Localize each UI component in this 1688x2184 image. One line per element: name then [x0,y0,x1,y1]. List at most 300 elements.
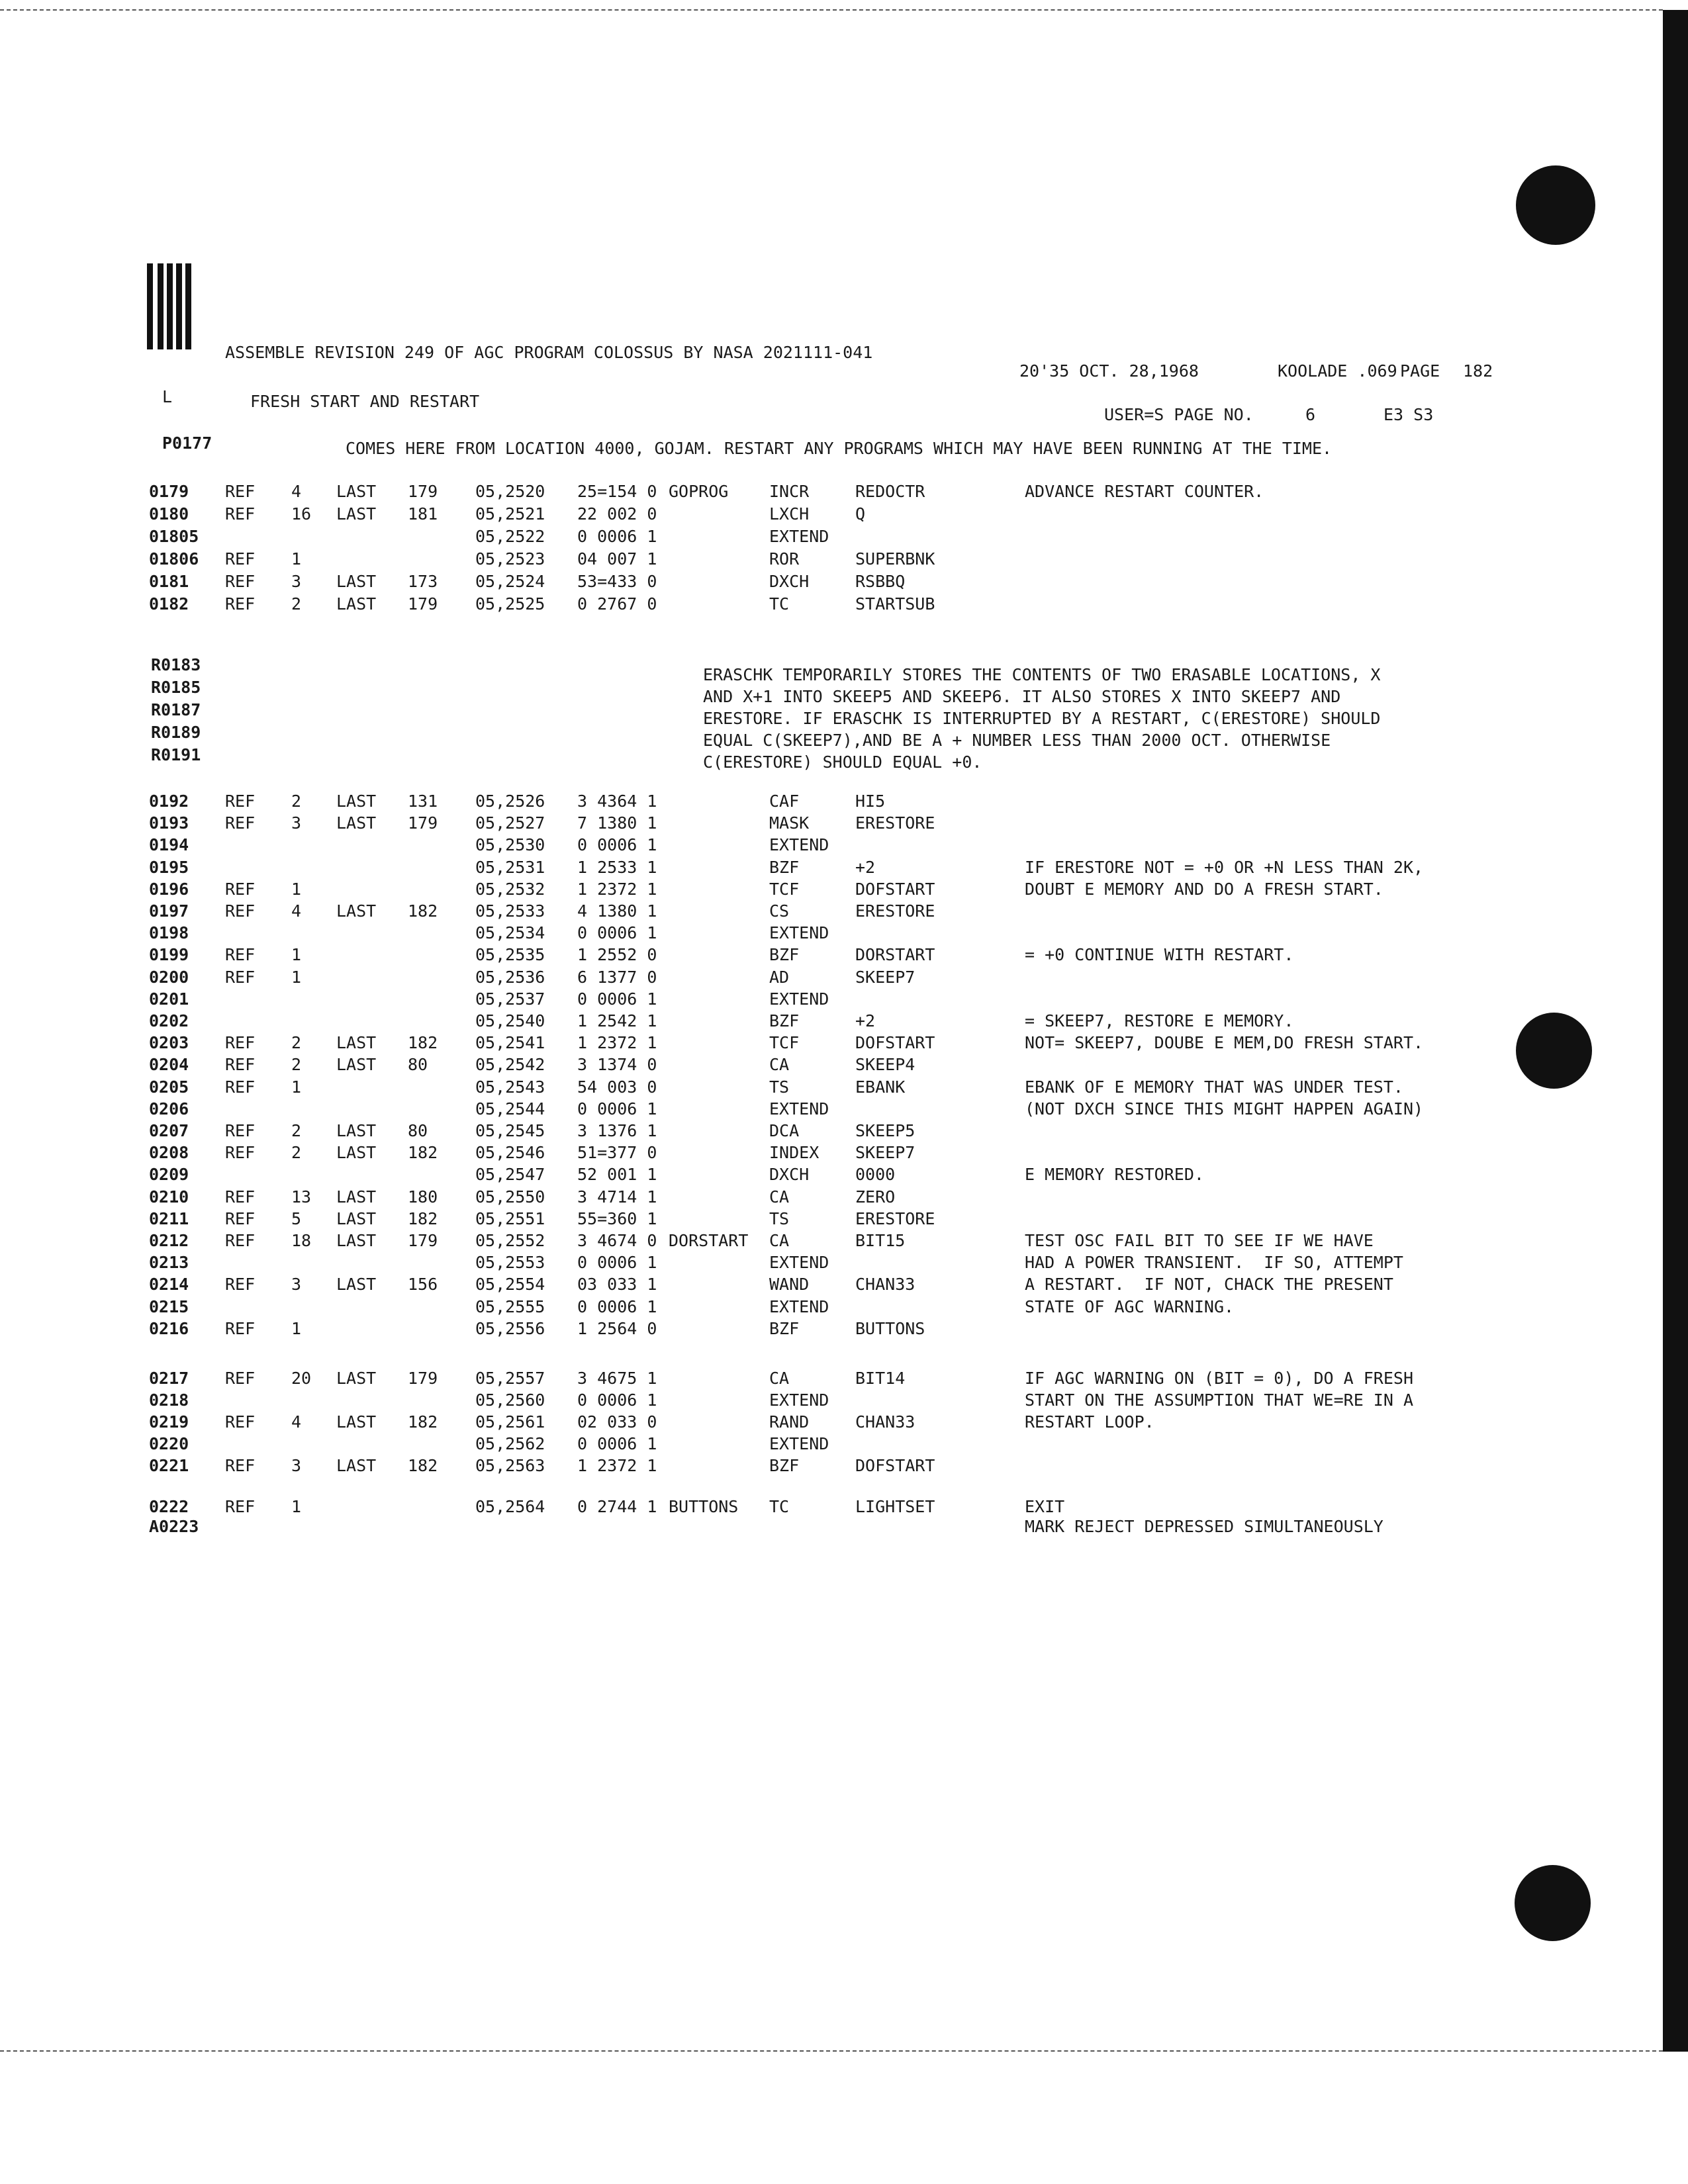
barcode-mark [147,263,200,349]
last-line: 182 [408,1456,438,1475]
ref-marker: REF [225,1077,256,1097]
octal-word: 1 2552 0 [577,945,657,965]
address: 05,2520 [475,482,545,501]
octal-word: 1 2533 1 [577,857,657,877]
address: 05,2556 [475,1318,545,1338]
line-number: 01805 [149,527,199,546]
address: 05,2553 [475,1253,545,1273]
page-number: 182 [1463,361,1493,381]
users-page-label: USER=S PAGE NO. [1104,405,1254,424]
line-number: 0198 [149,923,189,943]
operand: ERESTORE [855,813,935,833]
line-number: 0201 [149,989,189,1009]
address: 05,2532 [475,879,545,899]
comment: TEST OSC FAIL BIT TO SEE IF WE HAVE [1025,1231,1374,1250]
octal-word: 7 1380 1 [577,813,657,833]
address: 05,2550 [475,1187,545,1206]
line-number: 0222 [149,1497,189,1516]
address: 05,2521 [475,504,545,523]
line-number: 0197 [149,901,189,921]
address: 05,2547 [475,1165,545,1185]
line-number: 01806 [149,549,199,569]
operand: +2 [855,857,876,877]
opcode: CA [769,1231,790,1250]
ref-count: 2 [291,1055,302,1075]
last-line: 179 [408,1231,438,1250]
symbol-label: BUTTONS [669,1497,739,1516]
opcode: MASK [769,813,810,833]
ref-count: 3 [291,1456,302,1475]
assembler-version: KOOLADE .069 [1278,361,1397,381]
line-number: 0213 [149,1253,189,1273]
opcode: WAND [769,1275,810,1295]
octal-word: 51=377 0 [577,1143,657,1163]
operand: SKEEP4 [855,1055,915,1075]
octal-word: 52 001 1 [577,1165,657,1185]
address: 05,2534 [475,923,545,943]
comment: IF ERESTORE NOT = +0 OR +N LESS THAN 2K, [1025,857,1424,877]
address: 05,2544 [475,1099,545,1118]
last-marker: LAST [336,594,377,614]
ref-marker: REF [225,1456,256,1475]
line-number: 0221 [149,1456,189,1475]
operand: DOFSTART [855,1456,935,1475]
address: 05,2537 [475,989,545,1009]
octal-word: 0 0006 1 [577,1253,657,1273]
last-line: 80 [408,1055,428,1075]
last-marker: LAST [336,482,377,501]
comment: STATE OF AGC WARNING. [1025,1297,1235,1316]
comment: (NOT DXCH SINCE THIS MIGHT HAPPEN AGAIN) [1025,1099,1424,1118]
ref-count: 3 [291,572,302,591]
line-number: 0214 [149,1275,189,1295]
address: 05,2562 [475,1434,545,1453]
comment: E MEMORY RESTORED. [1025,1165,1204,1185]
ref-count: 2 [291,792,302,811]
operand: SKEEP7 [855,1143,915,1163]
opcode: CA [769,1055,790,1075]
ref-count: 1 [291,1077,302,1097]
ref-marker: REF [225,1121,256,1140]
intro-line-number: P0177 [162,433,212,453]
last-marker: LAST [336,1231,377,1250]
ref-count: 18 [291,1231,312,1250]
remark-text-line: AND X+1 INTO SKEEP5 AND SKEEP6. IT ALSO STORES X INTO SKEEP7 AND [703,687,1341,706]
octal-word: 3 4364 1 [577,792,657,811]
opcode: EXTEND [769,1434,829,1453]
operand: EBANK [855,1077,906,1097]
line-number: 0215 [149,1297,189,1316]
octal-word: 1 2564 0 [577,1318,657,1338]
address: 05,2545 [475,1121,545,1140]
octal-word: 1 2372 1 [577,1456,657,1475]
opcode: TS [769,1077,790,1097]
ref-count: 4 [291,482,302,501]
last-line: 173 [408,572,438,591]
ref-marker: REF [225,792,256,811]
ref-count: 3 [291,1275,302,1295]
octal-word: 53=433 0 [577,572,657,591]
ref-count: 1 [291,1497,302,1516]
operand: BIT14 [855,1369,906,1388]
comment: = +0 CONTINUE WITH RESTART. [1025,945,1294,965]
line-number: 0195 [149,857,189,877]
opcode: TC [769,1497,790,1516]
last-line: 181 [408,504,438,523]
ref-count: 20 [291,1369,312,1388]
ref-count: 4 [291,901,302,921]
line-number: 0216 [149,1318,189,1338]
line-number: 0210 [149,1187,189,1206]
ref-count: 3 [291,813,302,833]
line-number: 0199 [149,945,189,965]
address: 05,2561 [475,1412,545,1432]
ref-count: 1 [291,1318,302,1338]
address: 05,2546 [475,1143,545,1163]
line-number: 0194 [149,835,189,855]
ref-marker: REF [225,1033,256,1053]
last-marker: LAST [336,1055,377,1075]
address: 05,2524 [475,572,545,591]
opcode: CA [769,1369,790,1388]
last-line: 131 [408,792,438,811]
octal-word: 1 2372 1 [577,1033,657,1053]
ref-count: 1 [291,879,302,899]
address: 05,2531 [475,857,545,877]
address: 05,2522 [475,527,545,546]
octal-word: 0 0006 1 [577,1297,657,1316]
line-number: 0192 [149,792,189,811]
octal-word: 3 4674 0 [577,1231,657,1250]
octal-word: 03 033 1 [577,1275,657,1295]
opcode: BZF [769,1011,800,1030]
punch-hole-bottom [1515,1865,1591,1941]
last-marker: LAST [336,1033,377,1053]
address: 05,2552 [475,1231,545,1250]
opcode: EXTEND [769,1099,829,1118]
comment: A RESTART. IF NOT, CHACK THE PRESENT [1025,1275,1393,1295]
last-line: 180 [408,1187,438,1206]
address: 05,2555 [475,1297,545,1316]
opcode: CA [769,1187,790,1206]
line-number: 0182 [149,594,189,614]
remark-text-line: C(ERESTORE) SHOULD EQUAL +0. [703,752,982,772]
address: 05,2533 [475,901,545,921]
last-marker: LAST [336,572,377,591]
ref-marker: REF [225,967,256,987]
address: 05,2527 [475,813,545,833]
line-number: 0196 [149,879,189,899]
operand: SKEEP7 [855,967,915,987]
address: 05,2535 [475,945,545,965]
address: 05,2560 [475,1390,545,1410]
address: 05,2523 [475,549,545,569]
last-line: 182 [408,901,438,921]
address: 05,2554 [475,1275,545,1295]
ref-count: 5 [291,1208,302,1228]
operand: ERESTORE [855,1208,935,1228]
comment: START ON THE ASSUMPTION THAT WE=RE IN A [1025,1390,1413,1410]
line-number: 0202 [149,1011,189,1030]
ref-marker: REF [225,879,256,899]
remark-line-number: R0189 [151,723,201,742]
remark-line-number: R0183 [151,655,201,674]
octal-word: 22 002 0 [577,504,657,523]
last-marker: LAST [336,1187,377,1206]
operand: ERESTORE [855,901,935,921]
operand: SUPERBNK [855,549,935,569]
ref-marker: REF [225,1412,256,1432]
last-marker: LAST [336,1208,377,1228]
page-code: E3 S3 [1383,405,1434,424]
octal-word: 6 1377 0 [577,967,657,987]
ref-count: 1 [291,549,302,569]
octal-word: 1 2372 1 [577,879,657,899]
line-number: 0203 [149,1033,189,1053]
last-marker: LAST [336,1121,377,1140]
scan-border-right [1663,10,1688,2052]
opcode: LXCH [769,504,810,523]
line-number: 0219 [149,1412,189,1432]
ref-marker: REF [225,1208,256,1228]
line-number: 0193 [149,813,189,833]
last-line: 182 [408,1143,438,1163]
octal-word: 3 1374 0 [577,1055,657,1075]
opcode: BZF [769,945,800,965]
address: 05,2543 [475,1077,545,1097]
line-number: 0180 [149,504,189,523]
last-marker: LAST [336,792,377,811]
last-marker: LAST [336,901,377,921]
address: 05,2541 [475,1033,545,1053]
ref-marker: REF [225,1187,256,1206]
octal-word: 0 2767 0 [577,594,657,614]
opcode: BZF [769,1318,800,1338]
listing-title: ASSEMBLE REVISION 249 OF AGC PROGRAM COLOSSUS BY NASA 2021111-041 [225,343,873,362]
address: 05,2525 [475,594,545,614]
address: 05,2526 [475,792,545,811]
address: 05,2542 [475,1055,545,1075]
comment: = SKEEP7, RESTORE E MEMORY. [1025,1011,1294,1030]
operand: DOFSTART [855,1033,935,1053]
line-number: 0206 [149,1099,189,1118]
ref-count: 1 [291,945,302,965]
opcode: EXTEND [769,1253,829,1273]
opcode: DXCH [769,572,810,591]
opcode: INCR [769,482,810,501]
comment: DOUBT E MEMORY AND DO A FRESH START. [1025,879,1383,899]
opcode: EXTEND [769,1297,829,1316]
address: 05,2530 [475,835,545,855]
opcode: CS [769,901,790,921]
ref-count: 2 [291,1121,302,1140]
last-marker: LAST [336,1369,377,1388]
ref-count: 2 [291,1143,302,1163]
punch-hole-middle [1516,1013,1592,1089]
opcode: EXTEND [769,989,829,1009]
operand: SKEEP5 [855,1121,915,1140]
line-number: 0205 [149,1077,189,1097]
ref-marker: REF [225,1143,256,1163]
octal-word: 1 2542 1 [577,1011,657,1030]
line-number: 0204 [149,1055,189,1075]
address: 05,2563 [475,1456,545,1475]
comment: NOT= SKEEP7, DOUBE E MEM,DO FRESH START. [1025,1033,1424,1053]
octal-word: 0 0006 1 [577,527,657,546]
operand: +2 [855,1011,876,1030]
opcode: BZF [769,1456,800,1475]
opcode: EXTEND [769,527,829,546]
octal-word: 25=154 0 [577,482,657,501]
octal-word: 02 033 0 [577,1412,657,1432]
listing-datetime: 20'35 OCT. 28,1968 [1019,361,1199,381]
last-marker: LAST [336,1412,377,1432]
last-line: 80 [408,1121,428,1140]
opcode: DXCH [769,1165,810,1185]
last-marker: LAST [336,1275,377,1295]
octal-word: 55=360 1 [577,1208,657,1228]
opcode: ROR [769,549,800,569]
ref-marker: REF [225,504,256,523]
opcode: CAF [769,792,800,811]
last-marker: LAST [336,1456,377,1475]
last-line: 156 [408,1275,438,1295]
remark-text-line: ERASCHK TEMPORARILY STORES THE CONTENTS OF TWO ERASABLE LOCATIONS, X [703,665,1381,684]
octal-word: 3 4675 1 [577,1369,657,1388]
operand: DORSTART [855,945,935,965]
octal-word: 3 1376 1 [577,1121,657,1140]
operand: 0000 [855,1165,896,1185]
page-label: PAGE [1400,361,1440,381]
address: 05,2540 [475,1011,545,1030]
operand: CHAN33 [855,1275,915,1295]
comment: ADVANCE RESTART COUNTER. [1025,482,1264,501]
opcode: TCF [769,879,800,899]
punch-hole-top [1516,165,1595,245]
symbol-label: DORSTART [669,1231,749,1250]
remark-line-number: R0191 [151,745,201,764]
ref-count: 2 [291,1033,302,1053]
octal-word: 0 0006 1 [577,1099,657,1118]
section-title: FRESH START AND RESTART [250,392,480,411]
line-number: 0217 [149,1369,189,1388]
section-marker: L [162,387,173,406]
ref-marker: REF [225,1497,256,1516]
octal-word: 0 0006 1 [577,989,657,1009]
last-line: 179 [408,813,438,833]
line-number: 0179 [149,482,189,501]
operand: RSBBQ [855,572,906,591]
line-number: 0218 [149,1390,189,1410]
scan-edge-bottom [0,2050,1663,2052]
opcode: EXTEND [769,835,829,855]
opcode: TC [769,594,790,614]
operand: ZERO [855,1187,896,1206]
octal-word: 4 1380 1 [577,901,657,921]
ref-marker: REF [225,572,256,591]
operand: Q [855,504,866,523]
intro-remark: COMES HERE FROM LOCATION 4000, GOJAM. RESTART ANY PROGRAMS WHICH MAY HAVE BEEN RUNNING AT THE TIME. [346,439,1333,458]
opcode: TS [769,1208,790,1228]
last-marker: LAST [336,813,377,833]
line-number: A0223 [149,1517,199,1536]
line-number: 0209 [149,1165,189,1185]
ref-marker: REF [225,901,256,921]
comment: EBANK OF E MEMORY THAT WAS UNDER TEST. [1025,1077,1403,1097]
operand: STARTSUB [855,594,935,614]
last-marker: LAST [336,1143,377,1163]
operand: HI5 [855,792,886,811]
remark-line-number: R0185 [151,678,201,697]
octal-word: 04 007 1 [577,549,657,569]
ref-marker: REF [225,482,256,501]
operand: DOFSTART [855,879,935,899]
ref-marker: REF [225,1231,256,1250]
opcode: DCA [769,1121,800,1140]
line-number: 0200 [149,967,189,987]
line-number: 0208 [149,1143,189,1163]
symbol-label: GOPROG [669,482,729,501]
address: 05,2557 [475,1369,545,1388]
last-marker: LAST [336,504,377,523]
comment: MARK REJECT DEPRESSED SIMULTANEOUSLY [1025,1517,1383,1536]
ref-count: 16 [291,504,312,523]
comment: IF AGC WARNING ON (BIT = 0), DO A FRESH [1025,1369,1413,1388]
ref-count: 2 [291,594,302,614]
ref-marker: REF [225,594,256,614]
octal-word: 3 4714 1 [577,1187,657,1206]
comment: RESTART LOOP. [1025,1412,1154,1432]
opcode: AD [769,967,790,987]
opcode: BZF [769,857,800,877]
octal-word: 54 003 0 [577,1077,657,1097]
scan-edge-top [0,9,1663,11]
operand: BIT15 [855,1231,906,1250]
remark-text-line: EQUAL C(SKEEP7),AND BE A + NUMBER LESS THAN 2000 OCT. OTHERWISE [703,731,1331,750]
operand: CHAN33 [855,1412,915,1432]
ref-marker: REF [225,549,256,569]
address: 05,2564 [475,1497,545,1516]
ref-marker: REF [225,1055,256,1075]
octal-word: 0 0006 1 [577,923,657,943]
remark-text-line: ERESTORE. IF ERASCHK IS INTERRUPTED BY A RESTART, C(ERESTORE) SHOULD [703,709,1381,728]
comment: EXIT [1025,1497,1065,1516]
users-page-number: 6 [1305,405,1316,424]
comment: HAD A POWER TRANSIENT. IF SO, ATTEMPT [1025,1253,1403,1273]
last-line: 179 [408,1369,438,1388]
ref-count: 1 [291,967,302,987]
octal-word: 0 2744 1 [577,1497,657,1516]
opcode: RAND [769,1412,810,1432]
ref-marker: REF [225,1369,256,1388]
remark-line-number: R0187 [151,700,201,719]
ref-marker: REF [225,1275,256,1295]
ref-count: 13 [291,1187,312,1206]
last-line: 179 [408,594,438,614]
last-line: 182 [408,1208,438,1228]
operand: BUTTONS [855,1318,925,1338]
last-line: 182 [408,1412,438,1432]
ref-marker: REF [225,813,256,833]
last-line: 179 [408,482,438,501]
line-number: 0207 [149,1121,189,1140]
octal-word: 0 0006 1 [577,835,657,855]
ref-marker: REF [225,1318,256,1338]
operand: REDOCTR [855,482,925,501]
opcode: EXTEND [769,1390,829,1410]
octal-word: 0 0006 1 [577,1434,657,1453]
ref-count: 4 [291,1412,302,1432]
